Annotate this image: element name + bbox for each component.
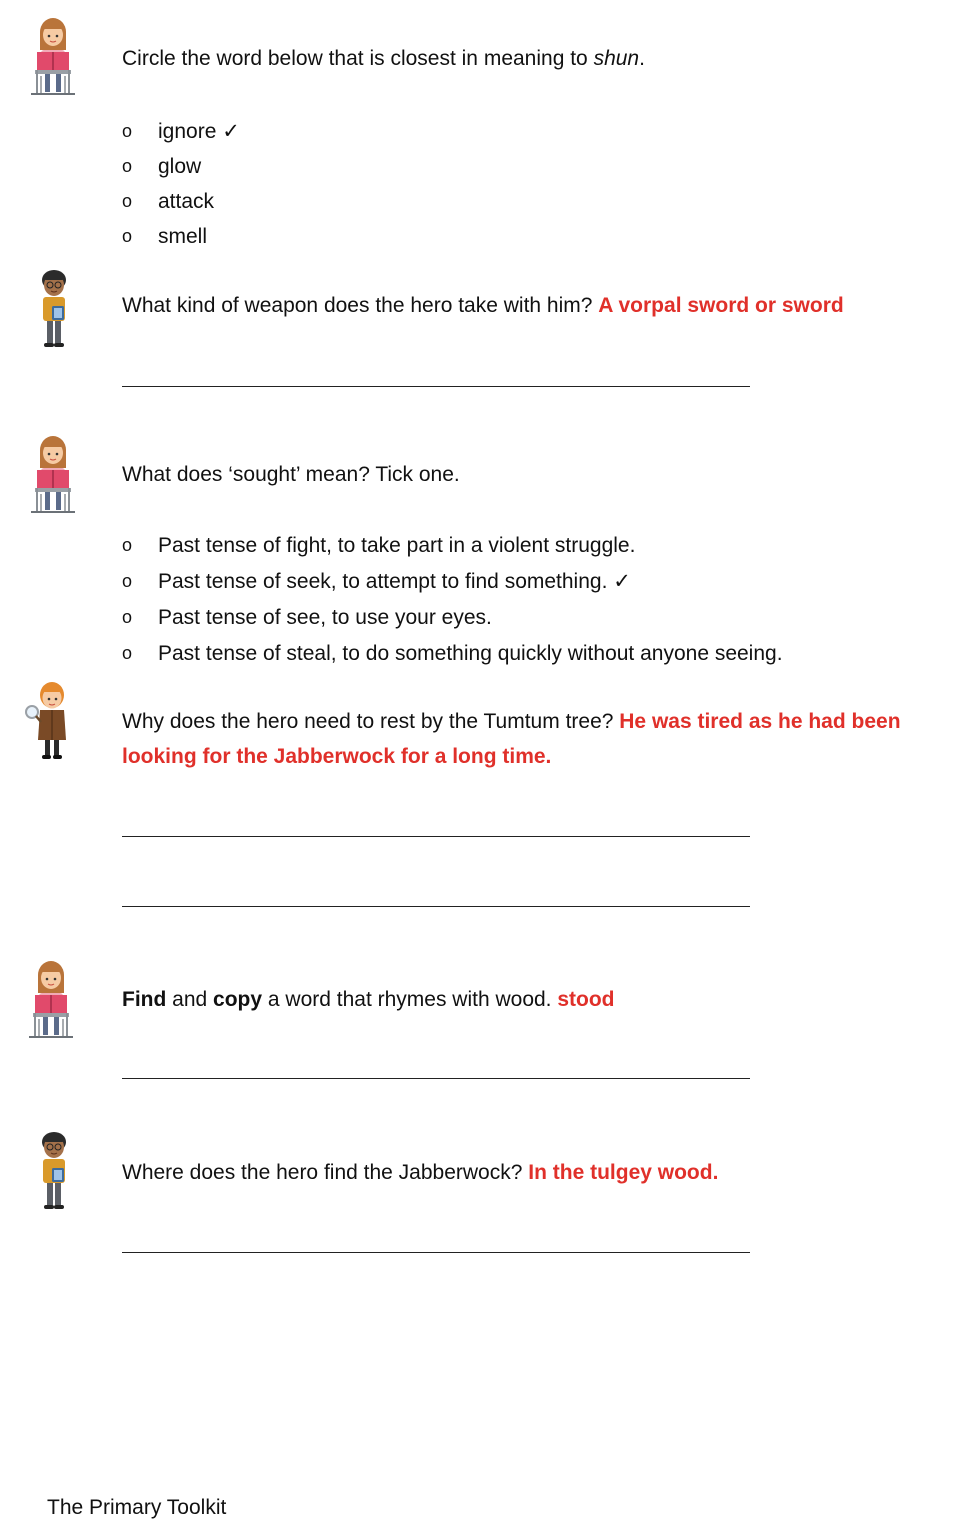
answer-line[interactable] bbox=[122, 1252, 750, 1253]
bullet-icon: o bbox=[122, 607, 133, 627]
question-5-answer: stood bbox=[557, 988, 615, 1011]
footer-brand: The Primary Toolkit bbox=[47, 1496, 227, 1519]
question-4 bbox=[122, 704, 901, 774]
question-2-answer: A vorpal sword or sword bbox=[598, 294, 844, 317]
option-item[interactable] bbox=[122, 636, 783, 671]
question-1-options bbox=[122, 114, 240, 254]
option-label: attack bbox=[158, 190, 215, 213]
option-item[interactable] bbox=[122, 600, 783, 635]
option-label: smell bbox=[158, 225, 208, 248]
option-item[interactable] bbox=[122, 114, 240, 149]
question-1-text: Circle the word below that is closest in meaning to bbox=[122, 47, 594, 70]
boy-with-tablet-icon bbox=[26, 266, 82, 350]
girl-detective-magnifier-icon bbox=[22, 678, 78, 762]
bullet-icon: o bbox=[122, 571, 133, 591]
question-3-options bbox=[122, 528, 783, 671]
question-5 bbox=[122, 982, 615, 1017]
question-2-text: What kind of weapon does the hero take with him? bbox=[122, 294, 599, 317]
boy-with-tablet-icon bbox=[26, 1128, 82, 1212]
girl-reading-wheelchair-icon bbox=[25, 14, 81, 98]
question-1-term: shun bbox=[593, 47, 640, 70]
option-label: ignore ✓ bbox=[158, 120, 240, 143]
question-5-find: Find bbox=[122, 988, 167, 1011]
option-label: Past tense of steal, to do something quickly without anyone seeing. bbox=[158, 642, 783, 665]
bullet-icon: o bbox=[122, 643, 133, 663]
bullet-icon: o bbox=[122, 191, 133, 211]
bullet-icon: o bbox=[122, 535, 133, 555]
question-4-answer-line-1: He was tired as he had been bbox=[619, 710, 901, 733]
question-4-answer-line-2: looking for the Jabberwock for a long time. bbox=[122, 745, 552, 768]
option-item[interactable] bbox=[122, 219, 240, 254]
question-5-copy: copy bbox=[213, 988, 263, 1011]
answer-line[interactable] bbox=[122, 386, 750, 387]
question-5-and: and bbox=[166, 988, 214, 1011]
bullet-icon: o bbox=[122, 121, 133, 141]
option-label: glow bbox=[158, 155, 202, 178]
option-label: Past tense of fight, to take part in a violent struggle. bbox=[158, 534, 636, 557]
answer-line[interactable] bbox=[122, 906, 750, 907]
question-6-answer: In the tulgey wood. bbox=[528, 1161, 719, 1184]
bullet-icon: o bbox=[122, 226, 133, 246]
question-1 bbox=[122, 41, 645, 76]
option-item[interactable] bbox=[122, 149, 240, 184]
question-2 bbox=[122, 288, 844, 323]
option-item[interactable] bbox=[122, 184, 240, 219]
question-6-text: Where does the hero find the Jabberwock? bbox=[122, 1161, 529, 1184]
option-item[interactable] bbox=[122, 564, 783, 599]
option-label: Past tense of seek, to attempt to find something. ✓ bbox=[158, 570, 631, 593]
question-3-text: What does ‘sought’ mean? Tick one. bbox=[122, 463, 460, 486]
question-4-text: Why does the hero need to rest by the Tumtum tree? bbox=[122, 710, 620, 733]
question-1-end: . bbox=[639, 47, 645, 70]
question-6 bbox=[122, 1155, 718, 1190]
girl-reading-wheelchair-icon bbox=[25, 432, 81, 516]
girl-reading-wheelchair-icon bbox=[23, 957, 79, 1041]
answer-line[interactable] bbox=[122, 1078, 750, 1079]
answer-line[interactable] bbox=[122, 836, 750, 837]
option-label: Past tense of see, to use your eyes. bbox=[158, 606, 492, 629]
question-5-text: a word that rhymes with wood. bbox=[262, 988, 558, 1011]
option-item[interactable] bbox=[122, 528, 783, 563]
bullet-icon: o bbox=[122, 156, 133, 176]
question-3 bbox=[122, 457, 460, 492]
